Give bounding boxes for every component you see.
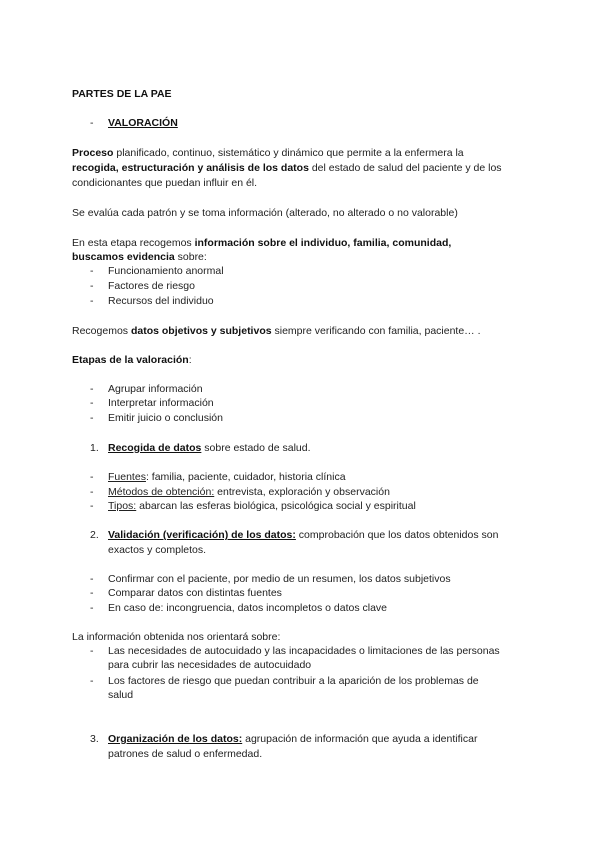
step-2-heading: Validación (verificación) de los datos: comprobación que los datos obtenidos son <box>108 529 499 541</box>
bullet-dash: - <box>90 675 94 687</box>
list-item: Los factores de riesgo que puedan contribuir a la aparición de los problemas de <box>108 675 479 687</box>
list-item: Emitir juicio o conclusión <box>108 412 223 424</box>
list-item: Agrupar información <box>108 383 203 395</box>
bullet-dash: - <box>90 280 94 292</box>
step-number: 1. <box>90 442 99 454</box>
bullet-dash: - <box>90 573 94 585</box>
list-item: Interpretar información <box>108 397 214 409</box>
step-1-heading: Recogida de datos sobre estado de salud. <box>108 442 311 454</box>
list-item: Las necesidades de autocuidado y las incapacidades o limitaciones de las personas <box>108 645 500 657</box>
definition-line-3: condicionantes que puedan influir en él. <box>72 177 258 189</box>
document-title: PARTES DE LA PAE <box>72 88 172 100</box>
stage-line-1: En esta etapa recogemos información sobre el individuo, familia, comunidad, <box>72 237 452 249</box>
bullet-dash: - <box>90 265 94 277</box>
bullet-dash: - <box>90 486 94 498</box>
list-item: Tipos: abarcan las esferas biológica, psicológica social y espiritual <box>108 500 416 512</box>
definition-line-1: Proceso planificado, continuo, sistemático y dinámico que permite a la enfermera la <box>72 147 464 159</box>
etapas-heading: Etapas de la valoración: <box>72 354 192 366</box>
step-number: 2. <box>90 529 99 541</box>
list-item: Recursos del individuo <box>108 295 214 307</box>
list-item: Fuentes: familia, paciente, cuidador, historia clínica <box>108 471 346 483</box>
stage-line-2: buscamos evidencia sobre: <box>72 251 207 263</box>
bullet-dash: - <box>90 117 94 129</box>
list-item: Confirmar con el paciente, por medio de un resumen, los datos subjetivos <box>108 573 451 585</box>
list-item: Métodos de obtención: entrevista, exploración y observación <box>108 486 390 498</box>
step-3-heading: Organización de los datos: agrupación de información que ayuda a identificar <box>108 733 478 745</box>
info-intro: La información obtenida nos orientará sobre: <box>72 631 281 643</box>
pattern-paragraph: Se evalúa cada patrón y se toma información (alterado, no alterado o no valorable) <box>72 207 458 219</box>
collect-paragraph: Recogemos datos objetivos y subjetivos siempre verificando con familia, paciente… . <box>72 325 481 337</box>
list-item-continuation: para cubrir las necesidades de autocuidado <box>108 659 312 671</box>
list-item: Funcionamiento anormal <box>108 265 224 277</box>
bullet-dash: - <box>90 587 94 599</box>
bullet-dash: - <box>90 471 94 483</box>
bullet-dash: - <box>90 602 94 614</box>
step-2-line-2: exactos y completos. <box>108 544 207 556</box>
section-heading: VALORACIÓN <box>108 117 178 129</box>
bullet-dash: - <box>90 295 94 307</box>
bullet-dash: - <box>90 645 94 657</box>
list-item: Factores de riesgo <box>108 280 195 292</box>
bullet-dash: - <box>90 412 94 424</box>
list-item: Comparar datos con distintas fuentes <box>108 587 282 599</box>
bullet-dash: - <box>90 383 94 395</box>
step-3-line-2: patrones de salud o enfermedad. <box>108 748 263 760</box>
step-number: 3. <box>90 733 99 745</box>
list-item-continuation: salud <box>108 689 134 701</box>
definition-line-2: recogida, estructuración y análisis de los datos del estado de salud del paciente y de los <box>72 162 502 174</box>
bullet-dash: - <box>90 397 94 409</box>
bullet-dash: - <box>90 500 94 512</box>
list-item: En caso de: incongruencia, datos incompletos o datos clave <box>108 602 388 614</box>
